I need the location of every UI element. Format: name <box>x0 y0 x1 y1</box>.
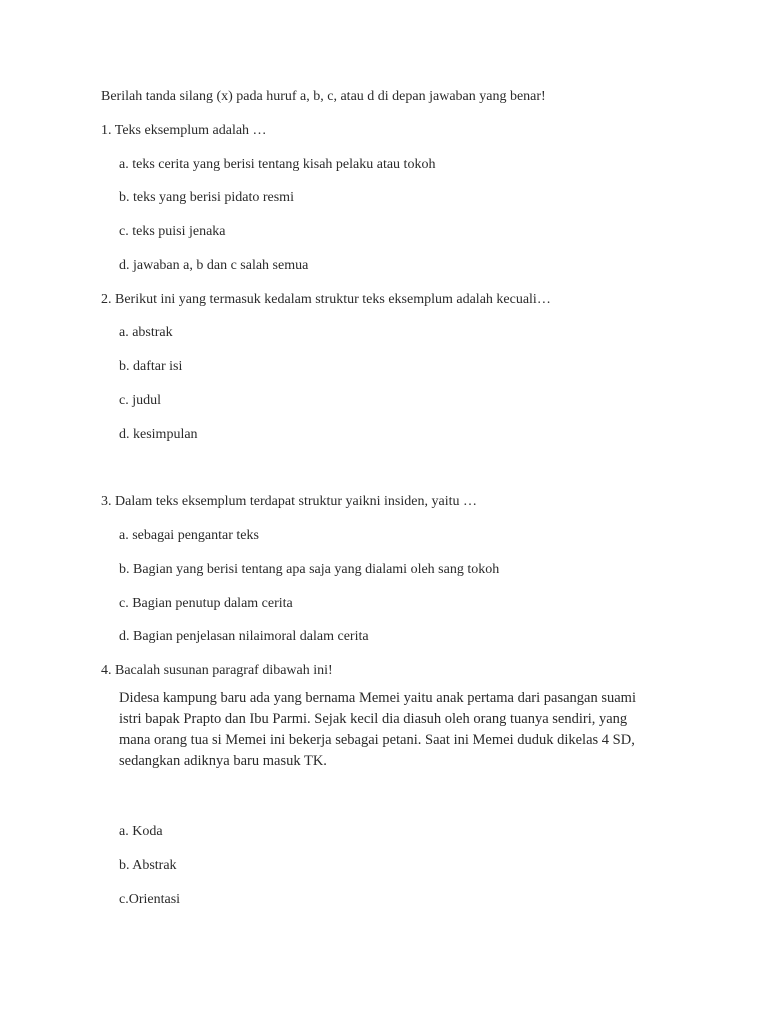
question-2-option-a[interactable]: a. abstrak <box>119 325 173 340</box>
question-4-option-a[interactable]: a. Koda <box>119 824 163 839</box>
question-3: 3. Dalam teks eksemplum terdapat struktur yaikni insiden, yaitu … <box>101 494 477 509</box>
paragraph-line: istri bapak Prapto dan Ibu Parmi. Sejak kecil dia diasuh oleh orang tuanya sendiri, yang <box>119 711 628 727</box>
question-1-option-b[interactable]: b. teks yang berisi pidato resmi <box>119 190 294 205</box>
question-4: 4. Bacalah susunan paragraf dibawah ini! <box>101 663 333 678</box>
question-2: 2. Berikut ini yang termasuk kedalam struktur teks eksemplum adalah kecuali… <box>101 292 551 307</box>
question-2-option-c[interactable]: c. judul <box>119 393 161 408</box>
question-4-option-b[interactable]: b. Abstrak <box>119 858 177 873</box>
paragraph-line: mana orang tua si Memei ini bekerja sebagai petani. Saat ini Memei duduk dikelas 4 SD, <box>119 732 635 748</box>
paragraph-line: Didesa kampung baru ada yang bernama Memei yaitu anak pertama dari pasangan suami <box>119 690 636 706</box>
question-2-option-d[interactable]: d. kesimpulan <box>119 427 198 442</box>
question-1-option-d[interactable]: d. jawaban a, b dan c salah semua <box>119 258 309 273</box>
question-2-option-b[interactable]: b. daftar isi <box>119 359 183 374</box>
question-4-paragraph <box>119 688 679 772</box>
paragraph-line: sedangkan adiknya baru masuk TK. <box>119 753 327 769</box>
question-3-option-a[interactable]: a. sebagai pengantar teks <box>119 528 259 543</box>
question-3-option-b[interactable]: b. Bagian yang berisi tentang apa saja yang dialami oleh sang tokoh <box>119 562 500 577</box>
question-1-option-a[interactable]: a. teks cerita yang berisi tentang kisah pelaku atau tokoh <box>119 157 436 172</box>
question-3-option-c[interactable]: c. Bagian penutup dalam cerita <box>119 596 293 611</box>
question-3-option-d[interactable]: d. Bagian penjelasan nilaimoral dalam cerita <box>119 629 369 644</box>
question-1: 1. Teks eksemplum adalah … <box>101 123 267 138</box>
question-1-option-c[interactable]: c. teks puisi jenaka <box>119 224 226 239</box>
instruction-text: Berilah tanda silang (x) pada huruf a, b, c, atau d di depan jawaban yang benar! <box>101 89 546 104</box>
question-4-option-c[interactable]: c.Orientasi <box>119 892 181 907</box>
